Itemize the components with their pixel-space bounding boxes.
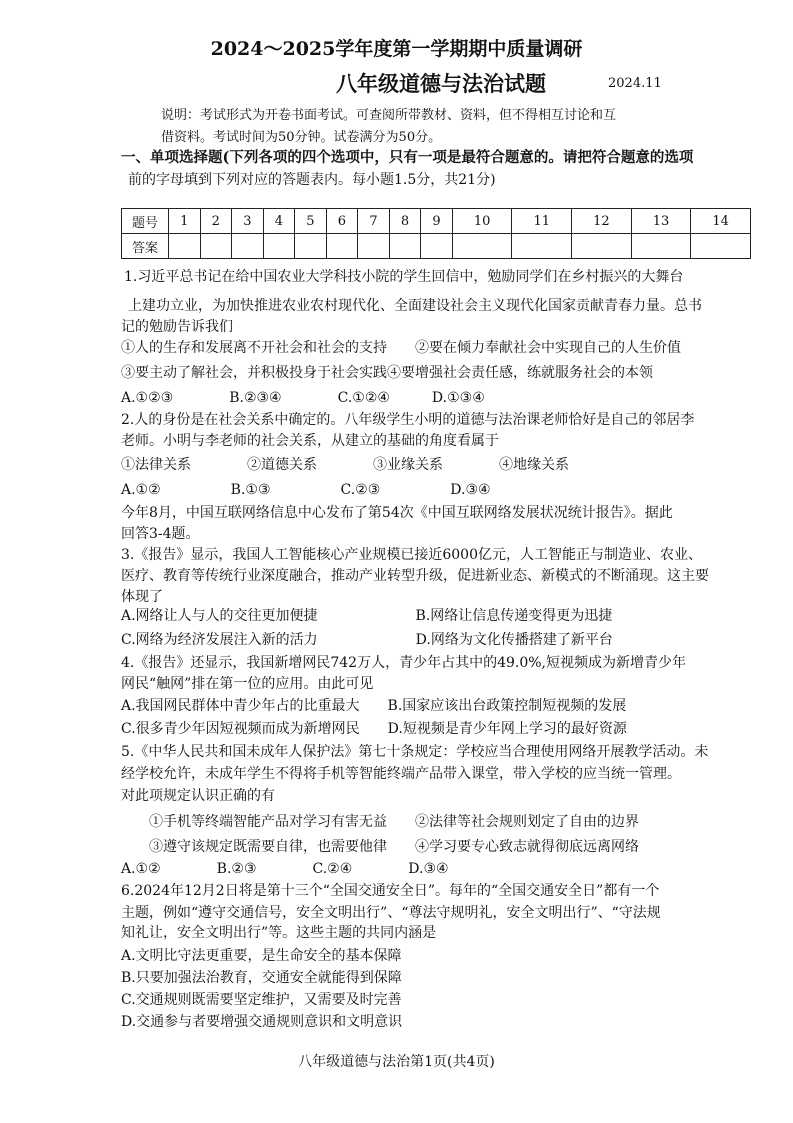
text-line: 上建功立业，为加快推进农业农村现代化、全面建设社会主义现代化国家贡献青春力量。总书 bbox=[128, 298, 702, 314]
answer-cell[interactable] bbox=[691, 234, 751, 259]
text-line: ③要主动了解社会，并积极投身于社会实践④要增强社会责任感，练就服务社会的本领 bbox=[121, 365, 653, 381]
text-line: A.①②③ B.②③④ C.①②④ D.①③④ bbox=[121, 390, 485, 406]
text-line: ①法律关系 ②道德关系 ③业缘关系 ④地缘关系 bbox=[121, 457, 569, 473]
section-heading-cont: 前的字母填到下列对应的答题表内。每小题1.5分，共21分) bbox=[128, 172, 496, 188]
question-number-cell: 4 bbox=[263, 209, 295, 234]
text-line: 1.习近平总书记在给中国农业大学科技小院的学生回信中，勉励同学们在乡村振兴的大舞台 bbox=[124, 269, 684, 285]
text-line: 对此项规定认识正确的有 bbox=[121, 788, 275, 804]
answer-cell[interactable] bbox=[358, 234, 390, 259]
answer-table-number-row bbox=[122, 209, 751, 234]
text-line: ③遵守该规定既需要自律，也需要他律 ④学习要专心致志就得彻底远离网络 bbox=[121, 839, 639, 855]
text-line: C.网络为经济发展注入新的活力 D.网络为文化传播搭建了新平台 bbox=[121, 632, 613, 648]
answer-cell[interactable] bbox=[572, 234, 632, 259]
answer-cell[interactable] bbox=[389, 234, 421, 259]
answer-table-label: 题号 bbox=[122, 209, 169, 234]
answer-cell[interactable] bbox=[631, 234, 691, 259]
text-line: 3.《报告》显示，我国人工智能核心产业规模已接近6000亿元，人工智能正与制造业、农业、 bbox=[121, 547, 702, 563]
text-line: 知礼让，安全文明出行”等。这些主题的共同内涵是 bbox=[121, 925, 437, 941]
question-number-cell: 6 bbox=[326, 209, 358, 234]
exam-date: 2024.11 bbox=[608, 76, 662, 91]
answer-table-label: 答案 bbox=[122, 234, 169, 259]
text-line: 主题，例如“遵守交通信号，安全文明出行”、“尊法守规明礼，安全文明出行”、“守法规 bbox=[121, 905, 661, 921]
text-line: A.我国网民群体中青少年占的比重最大 B.国家应该出台政策控制短视频的发展 bbox=[121, 698, 627, 714]
text-line: 回答3-4题。 bbox=[121, 526, 200, 542]
text-line: C.很多青少年因短视频而成为新增网民 D.短视频是青少年网上学习的最好资源 bbox=[121, 721, 627, 737]
text-line: 4.《报告》还显示，我国新增网民742万人，青少年占其中的49.0%,短视频成为新增青少年 bbox=[121, 655, 687, 671]
question-number-cell: 2 bbox=[200, 209, 232, 234]
answer-cell[interactable] bbox=[169, 234, 201, 259]
answer-table bbox=[121, 208, 751, 259]
answer-cell[interactable] bbox=[200, 234, 232, 259]
question-number-cell: 7 bbox=[358, 209, 390, 234]
answer-cell[interactable] bbox=[326, 234, 358, 259]
exam-title: 2024～2025学年度第一学期期中质量调研 bbox=[210, 38, 583, 60]
text-line: A.①② B.②③ C.②④ D.③④ bbox=[121, 861, 449, 877]
instructions-line-2: 借资料。考试时间为50分钟。试卷满分为50分。 bbox=[161, 130, 442, 145]
text-line: ①人的生存和发展离不开社会和社会的支持 ②要在倾力奉献社会中实现自己的人生价值 bbox=[121, 340, 681, 356]
section-heading: 一、单项选择题(下列各项的四个选项中，只有一项是最符合题意的。请把符合题意的选项 bbox=[121, 149, 694, 166]
text-line: 体现了 bbox=[121, 589, 163, 605]
answer-cell[interactable] bbox=[452, 234, 512, 259]
text-line: ①手机等终端智能产品对学习有害无益 ②法律等社会规则划定了自由的边界 bbox=[121, 814, 639, 830]
page-footer: 八年级道德与法治第1页(共4页) bbox=[298, 1054, 495, 1070]
question-number-cell: 9 bbox=[421, 209, 453, 234]
answer-table-answer-row bbox=[122, 234, 751, 259]
instructions-line-1: 说明：考试形式为开卷书面考试。可查阅所带教材、资料，但不得相互讨论和互 bbox=[161, 108, 617, 123]
question-number-cell: 5 bbox=[295, 209, 327, 234]
question-number-cell: 3 bbox=[232, 209, 264, 234]
answer-cell[interactable] bbox=[232, 234, 264, 259]
question-number-cell: 14 bbox=[691, 209, 751, 234]
answer-cell[interactable] bbox=[512, 234, 572, 259]
answer-cell[interactable] bbox=[421, 234, 453, 259]
text-line: 医疗、教育等传统行业深度融合，推动产业转型升级，促进新业态、新模式的不断涌现。这主要 bbox=[121, 568, 709, 584]
text-line: A.网络让人与人的交往更加便捷 B.网络让信息传递变得更为迅捷 bbox=[121, 608, 613, 624]
exam-subtitle: 八年级道德与法治试题 bbox=[336, 71, 546, 96]
text-line: 老师。小明与李老师的社会关系，从建立的基础的角度看属于 bbox=[121, 433, 499, 449]
text-line: 记的勉励告诉我们 bbox=[121, 319, 233, 335]
question-number-cell: 8 bbox=[389, 209, 421, 234]
text-line: D.交通参与者要增强交通规则意识和文明意识 bbox=[121, 1014, 403, 1030]
answer-cell[interactable] bbox=[295, 234, 327, 259]
text-line: 6.2024年12月2日将是第十三个“全国交通安全日”。每年的“全国交通安全日”都有一个 bbox=[121, 883, 660, 899]
answer-cell[interactable] bbox=[263, 234, 295, 259]
question-number-cell: 1 bbox=[169, 209, 201, 234]
text-line: 2.人的身份是在社会关系中确定的。八年级学生小明的道德与法治课老师恰好是自己的邻居李 bbox=[121, 412, 695, 428]
question-number-cell: 12 bbox=[572, 209, 632, 234]
text-line: C.交通规则既需要坚定维护，又需要及时完善 bbox=[121, 992, 402, 1008]
text-line: 网民“触网”排在第一位的应用。由此可见 bbox=[121, 676, 374, 692]
question-number-cell: 11 bbox=[512, 209, 572, 234]
text-line: 经学校允许，未成年学生不得将手机等智能终端产品带入课堂，带入学校的应当统一管理。 bbox=[121, 766, 681, 782]
question-number-cell: 10 bbox=[452, 209, 512, 234]
text-line: A.①② B.①③ C.②③ D.③④ bbox=[121, 482, 491, 498]
text-line: 5.《中华人民共和国未成年人保护法》第七十条规定：学校应当合理使用网络开展教学活动。未 bbox=[121, 744, 709, 760]
text-line: A.文明比守法更重要，是生命安全的基本保障 bbox=[121, 948, 402, 964]
text-line: B.只要加强法治教育，交通安全就能得到保障 bbox=[121, 970, 402, 986]
question-number-cell: 13 bbox=[631, 209, 691, 234]
text-line: 今年8月，中国互联网络信息中心发布了第54次《中国互联网络发展状况统计报告》。据此 bbox=[121, 505, 673, 521]
